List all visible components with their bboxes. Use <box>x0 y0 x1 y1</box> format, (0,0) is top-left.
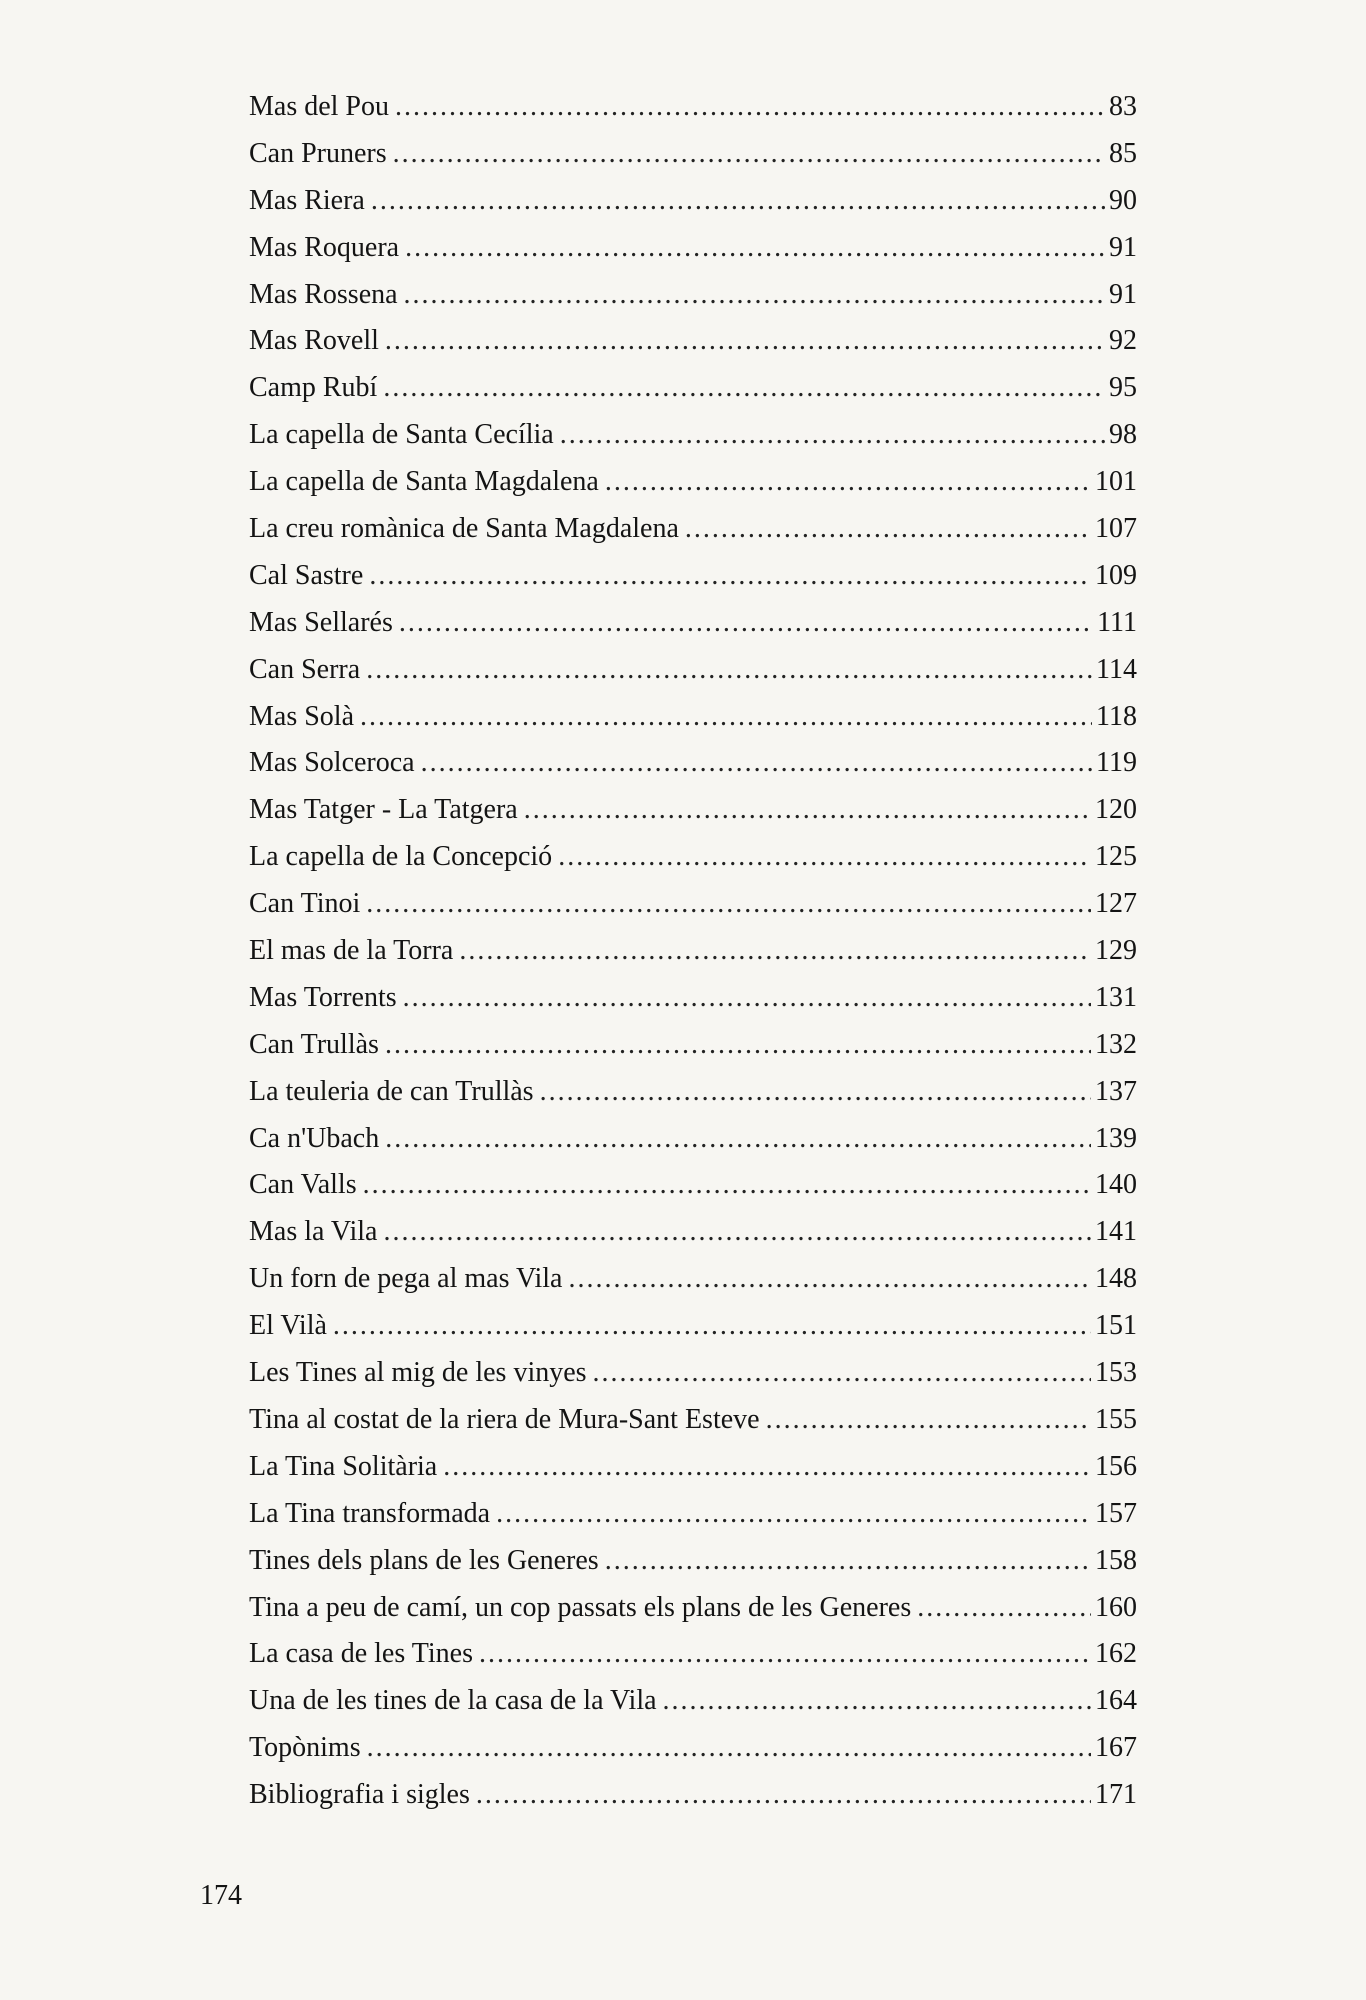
toc-entry-title: La Tina Solitària <box>249 1450 438 1482</box>
toc-entry <box>249 647 1137 694</box>
toc-entry <box>249 178 1137 225</box>
toc-entry <box>249 131 1137 178</box>
toc-entry-page: 107 <box>1095 513 1137 545</box>
toc-entry-page: 156 <box>1095 1450 1137 1482</box>
toc-entry-title: Can Valls <box>249 1169 357 1201</box>
toc-entry <box>249 787 1137 834</box>
toc-entry-page: 90 <box>1109 184 1137 216</box>
toc-entry <box>249 975 1137 1022</box>
toc-entry-page: 129 <box>1095 935 1137 967</box>
dot-leader <box>404 272 1105 319</box>
dot-leader <box>496 1491 1091 1538</box>
dot-leader <box>395 84 1105 131</box>
dot-leader <box>385 1116 1091 1163</box>
toc-entry-title: Can Pruners <box>249 137 387 169</box>
dot-leader <box>383 1209 1091 1256</box>
toc-entry <box>249 225 1137 272</box>
dot-leader <box>766 1397 1091 1444</box>
toc-entry <box>249 506 1137 553</box>
toc-entry <box>249 1397 1137 1444</box>
dot-leader <box>524 787 1091 834</box>
toc-entry-title: La capella de Santa Magdalena <box>249 466 599 498</box>
toc-entry <box>249 1444 1137 1491</box>
dot-leader <box>917 1585 1091 1632</box>
toc-entry-title: Cal Sastre <box>249 559 364 591</box>
toc-entry-page: 111 <box>1097 606 1137 638</box>
toc-entry <box>249 1069 1137 1116</box>
dot-leader <box>558 834 1091 881</box>
dot-leader <box>333 1303 1091 1350</box>
toc-entry-page: 92 <box>1109 325 1137 357</box>
toc-entry <box>249 928 1137 975</box>
dot-leader <box>385 1022 1091 1069</box>
toc-entry-title: La casa de les Tines <box>249 1638 473 1670</box>
dot-leader <box>540 1069 1091 1116</box>
dot-leader <box>605 459 1091 506</box>
toc-entry-title: La Tina transformada <box>249 1497 491 1529</box>
toc-entry-page: 141 <box>1095 1216 1137 1248</box>
toc-entry <box>249 1350 1137 1397</box>
toc-entry-title: Un forn de pega al mas Vila <box>249 1263 563 1295</box>
table-of-contents <box>249 84 1137 1819</box>
toc-entry <box>249 1678 1137 1725</box>
toc-entry-page: 167 <box>1095 1732 1137 1764</box>
toc-entry-page: 101 <box>1095 466 1137 498</box>
toc-entry-title: La teuleria de can Trullàs <box>249 1075 534 1107</box>
toc-entry <box>249 318 1137 365</box>
toc-entry <box>249 694 1137 741</box>
toc-entry-page: 148 <box>1095 1263 1137 1295</box>
toc-entry-title: Mas Tatger - La Tatgera <box>249 794 518 826</box>
dot-leader <box>403 975 1091 1022</box>
dot-leader <box>685 506 1091 553</box>
toc-entry-page: 137 <box>1095 1075 1137 1107</box>
toc-entry-page: 153 <box>1095 1357 1137 1389</box>
dot-leader <box>421 740 1092 787</box>
toc-entry-page: 162 <box>1095 1638 1137 1670</box>
toc-entry-page: 91 <box>1109 278 1137 310</box>
dot-leader <box>605 1538 1091 1585</box>
dot-leader <box>663 1678 1091 1725</box>
toc-entry-page: 91 <box>1109 231 1137 263</box>
dot-leader <box>383 365 1105 412</box>
toc-entry-title: La capella de la Concepció <box>249 841 553 873</box>
toc-entry-page: 114 <box>1096 653 1137 685</box>
dot-leader <box>371 178 1105 225</box>
toc-entry <box>249 1256 1137 1303</box>
toc-entry-page: 119 <box>1096 747 1137 779</box>
toc-entry-title: Una de les tines de la casa de la Vila <box>249 1685 657 1717</box>
dot-leader <box>399 600 1093 647</box>
toc-entry-page: 85 <box>1109 137 1137 169</box>
toc-entry-page: 83 <box>1109 91 1137 122</box>
dot-leader <box>593 1350 1091 1397</box>
toc-entry-page: 155 <box>1095 1403 1137 1435</box>
toc-entry <box>249 1022 1137 1069</box>
dot-leader <box>366 647 1092 694</box>
toc-entry <box>249 1585 1137 1632</box>
dot-leader <box>560 412 1105 459</box>
toc-entry <box>249 84 1137 131</box>
toc-entry-page: 158 <box>1095 1544 1137 1576</box>
toc-entry-title: Can Tinoi <box>249 888 361 920</box>
toc-entry-page: 171 <box>1095 1779 1137 1811</box>
toc-entry-title: La creu romànica de Santa Magdalena <box>249 513 679 545</box>
toc-entry-page: 98 <box>1109 419 1137 451</box>
toc-entry-page: 132 <box>1095 1028 1137 1060</box>
toc-entry-title: Can Trullàs <box>249 1028 379 1060</box>
dot-leader <box>393 131 1105 178</box>
toc-entry-page: 151 <box>1095 1310 1137 1342</box>
dot-leader <box>405 225 1105 272</box>
toc-entry-title: Mas Solà <box>249 700 354 732</box>
toc-entry <box>249 1303 1137 1350</box>
toc-entry <box>249 740 1137 787</box>
toc-entry <box>249 1116 1137 1163</box>
toc-entry-title: Mas del Pou <box>249 91 389 122</box>
toc-entry-page: 109 <box>1095 559 1137 591</box>
toc-entry <box>249 412 1137 459</box>
toc-entry-page: 131 <box>1095 981 1137 1013</box>
toc-entry-title: Tina al costat de la riera de Mura-Sant Esteve <box>249 1403 760 1435</box>
toc-entry <box>249 600 1137 647</box>
dot-leader <box>363 1162 1091 1209</box>
toc-entry-title: Mas Torrents <box>249 981 397 1013</box>
toc-entry-title: Camp Rubí <box>249 372 378 404</box>
toc-entry <box>249 1538 1137 1585</box>
dot-leader <box>459 928 1091 975</box>
dot-leader <box>369 553 1091 600</box>
toc-entry-title: La capella de Santa Cecília <box>249 419 554 451</box>
toc-entry <box>249 1209 1137 1256</box>
toc-entry-title: El mas de la Torra <box>249 935 454 967</box>
toc-entry-title: El Vilà <box>249 1310 327 1342</box>
toc-entry-page: 157 <box>1095 1497 1137 1529</box>
toc-entry-page: 125 <box>1095 841 1137 873</box>
dot-leader <box>479 1631 1091 1678</box>
toc-entry <box>249 834 1137 881</box>
toc-entry-title: Mas Riera <box>249 184 365 216</box>
toc-entry-title: Can Serra <box>249 653 361 685</box>
toc-entry <box>249 1772 1137 1819</box>
toc-entry-page: 160 <box>1095 1591 1137 1623</box>
toc-entry-title: Topònims <box>249 1732 361 1764</box>
dot-leader <box>443 1444 1091 1491</box>
toc-entry-title: Mas Sellarés <box>249 606 393 638</box>
toc-entry <box>249 272 1137 319</box>
dot-leader <box>385 318 1105 365</box>
toc-entry-page: 139 <box>1095 1122 1137 1154</box>
toc-entry-page: 140 <box>1095 1169 1137 1201</box>
toc-entry <box>249 1491 1137 1538</box>
page-number: 174 <box>200 1880 242 1911</box>
toc-entry-title: Mas Roquera <box>249 231 400 263</box>
toc-entry <box>249 553 1137 600</box>
toc-entry-page: 95 <box>1109 372 1137 404</box>
dot-leader <box>367 1725 1091 1772</box>
toc-entry-title: Bibliografia i sigles <box>249 1779 470 1811</box>
toc-entry-page: 120 <box>1095 794 1137 826</box>
toc-entry-title: Mas la Vila <box>249 1216 378 1248</box>
toc-entry-page: 164 <box>1095 1685 1137 1717</box>
dot-leader <box>476 1772 1091 1819</box>
toc-entry <box>249 459 1137 506</box>
toc-entry-title: Mas Solceroca <box>249 747 415 779</box>
toc-entry <box>249 1725 1137 1772</box>
toc-entry-page: 127 <box>1095 888 1137 920</box>
toc-entry <box>249 881 1137 928</box>
toc-entry-page: 118 <box>1096 700 1137 732</box>
toc-entry-title: Mas Rossena <box>249 278 398 310</box>
toc-entry-title: Tina a peu de camí, un cop passats els plans de les Generes <box>249 1591 912 1623</box>
toc-entry-title: Les Tines al mig de les vinyes <box>249 1357 587 1389</box>
toc-entry-title: Mas Rovell <box>249 325 379 357</box>
toc-entry <box>249 1631 1137 1678</box>
toc-entry-title: Tines dels plans de les Generes <box>249 1544 599 1576</box>
toc-entry <box>249 1162 1137 1209</box>
toc-entry-title: Ca n'Ubach <box>249 1122 380 1154</box>
toc-entry <box>249 365 1137 412</box>
dot-leader <box>366 881 1091 928</box>
dot-leader <box>568 1256 1091 1303</box>
dot-leader <box>360 694 1092 741</box>
